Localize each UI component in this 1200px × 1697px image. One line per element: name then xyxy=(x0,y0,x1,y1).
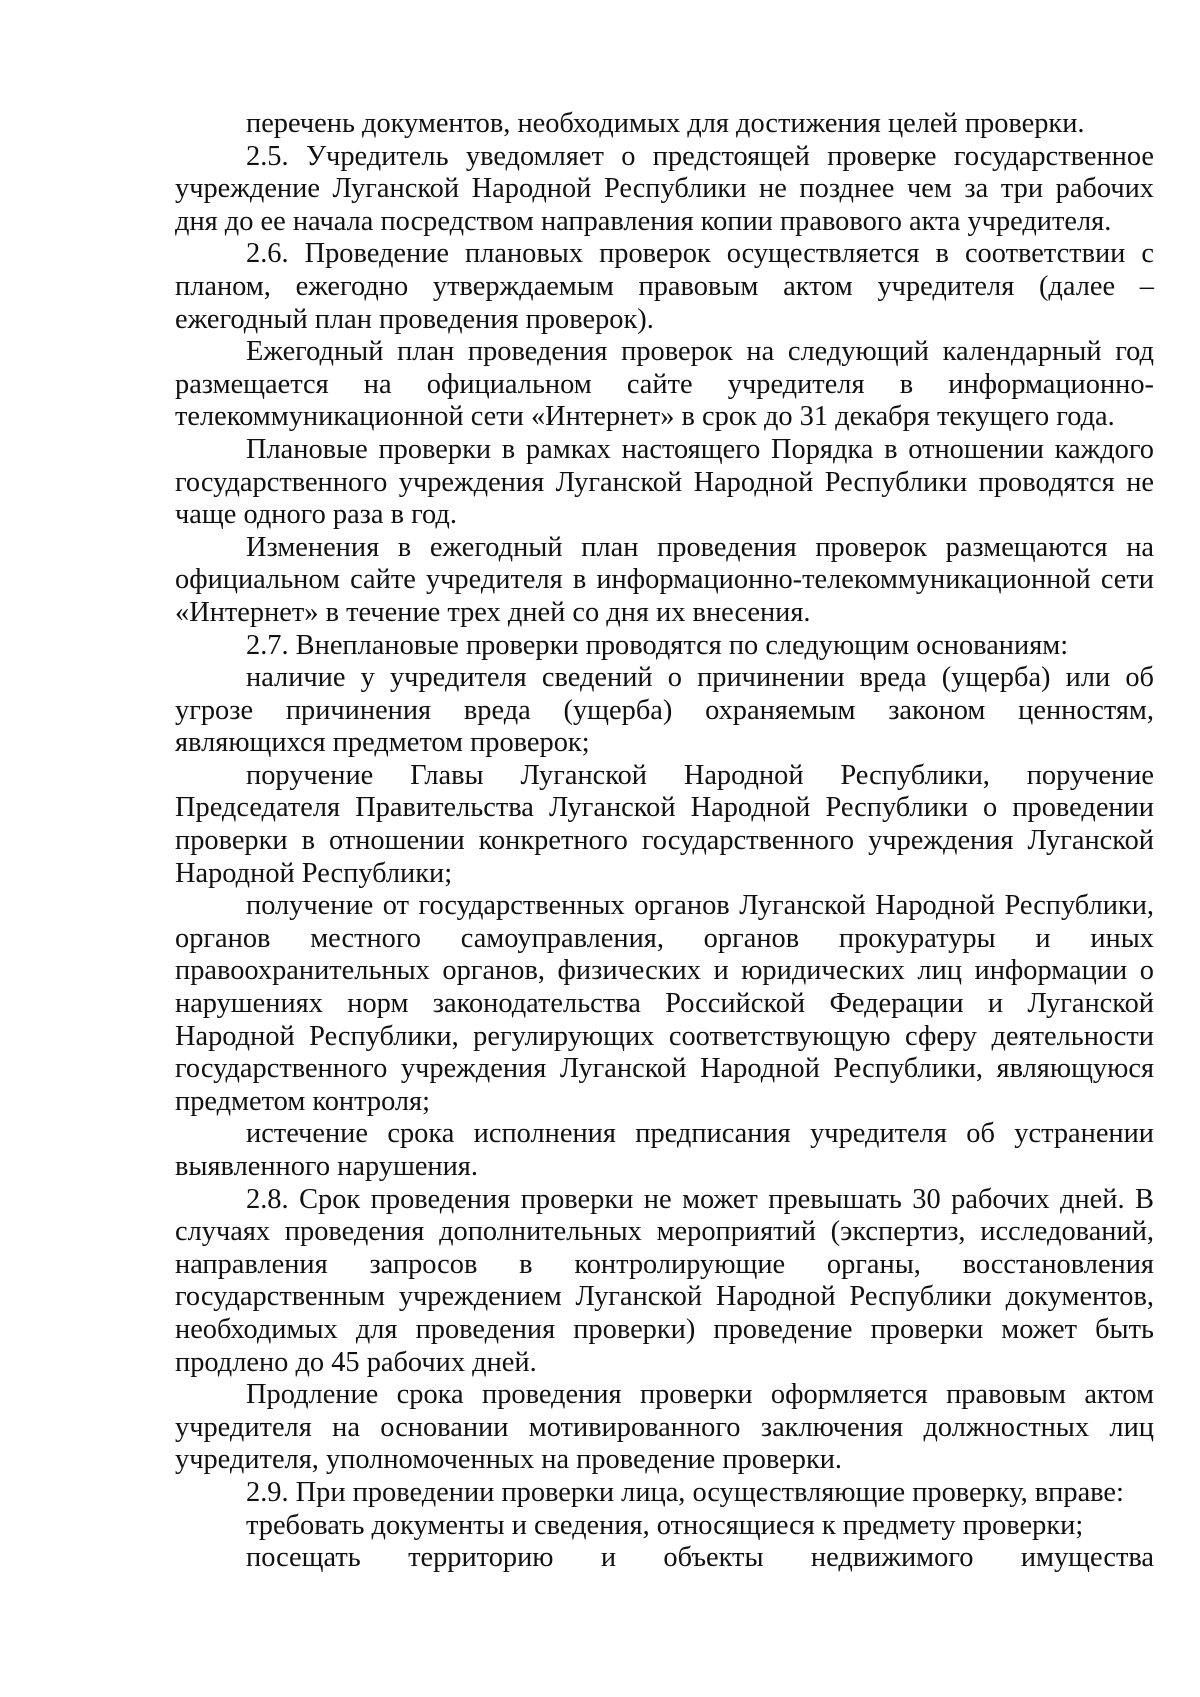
paragraph-documents-list: перечень документов, необходимых для достижения целей проверки. xyxy=(246,108,1085,139)
paragraph-ground-harm-info: наличие у учредителя сведений о причинении вреда (ущерба) или об угрозе причинения вреда (ущерба) охраняемым законом ценностям, являющихся предметом проверок; xyxy=(175,662,1154,759)
paragraph-right-request-documents: требовать документы и сведения, относящиеся к предмету проверки; xyxy=(246,1509,1084,1541)
paragraph-right-visit-territory: посещать территорию и объекты недвижимого имущества xyxy=(246,1542,1154,1574)
paragraph-planned-checks-frequency: Плановые проверки в рамках настоящего Порядка в отношении каждого государственного учреждения Луганской Народной Республики проводятся не чаще одного раза в год. xyxy=(175,433,1154,531)
paragraph-extension: Продление срока проведения проверки оформляется правовым актом учредителя на основании мотивированного заключения должностных лиц учредителя, уполномоченных на проведение проверки. xyxy=(175,1379,1154,1476)
paragraph-2-6: 2.6. Проведение плановых проверок осуществляется в соответствии с планом, ежегодно утверждаемым правовым актом учредителя (далее – ежегодный план проведения проверок). xyxy=(175,238,1154,335)
paragraph-annual-plan-publication: Ежегодный план проведения проверок на следующий календарный год размещается на официальном сайте учредителя в информационно-телекоммуникационной сети «Интернет» в срок до 31 декабря текущего года. xyxy=(175,336,1154,433)
paragraph-2-5: 2.5. Учредитель уведомляет о предстоящей проверке государственное учреждение Луганской Народной Республики не позднее чем за три рабочих дня до ее начала посредством направления копии правового акта учредителя. xyxy=(175,140,1154,237)
paragraph-2-9: 2.9. При проведении проверки лица, осуществляющие проверку, вправе: xyxy=(246,1476,1124,1508)
paragraph-ground-violation-info: получение от государственных органов Луганской Народной Республики, органов местного самоуправления, органов прокуратуры и иных правоохранительных органов, физических и юридических лиц информации о нарушениях норм законодательства Российской Федерации и Луганской Народной Республики, регулирующих соответствующую сферу деятельности государственного учреждения Луганской Народной Республики, являющуюся предметом контроля; xyxy=(175,890,1154,1117)
paragraph-ground-order-expiry: истечение срока исполнения предписания учредителя об устранении выявленного нарушения. xyxy=(175,1118,1154,1182)
paragraph-ground-order: поручение Главы Луганской Народной Республики, поручение Председателя Правительства Луганской Народной Республики о проведении проверки в отношении конкретного государственного учреждения Луганской Народной Республики; xyxy=(175,759,1154,889)
paragraph-2-7: 2.7. Внеплановые проверки проводятся по следующим основаниям: xyxy=(246,629,1069,661)
paragraph-2-8: 2.8. Срок проведения проверки не может превышать 30 рабочих дней. В случаях проведения дополнительных мероприятий (экспертиз, исследований, направления запросов в контролирующие органы, восстановления государственным учреждением Луганской Народной Республики документов, необходимых для проведения проверки) проведение проверки может быть продлено до 45 рабочих дней. xyxy=(175,1183,1154,1378)
paragraph-plan-changes: Изменения в ежегодный план проведения проверок размещаются на официальном сайте учредителя в информационно-телекоммуникационной сети «Интернет» в течение трех дней со дня их внесения. xyxy=(175,531,1154,628)
document-page xyxy=(175,108,1154,1575)
